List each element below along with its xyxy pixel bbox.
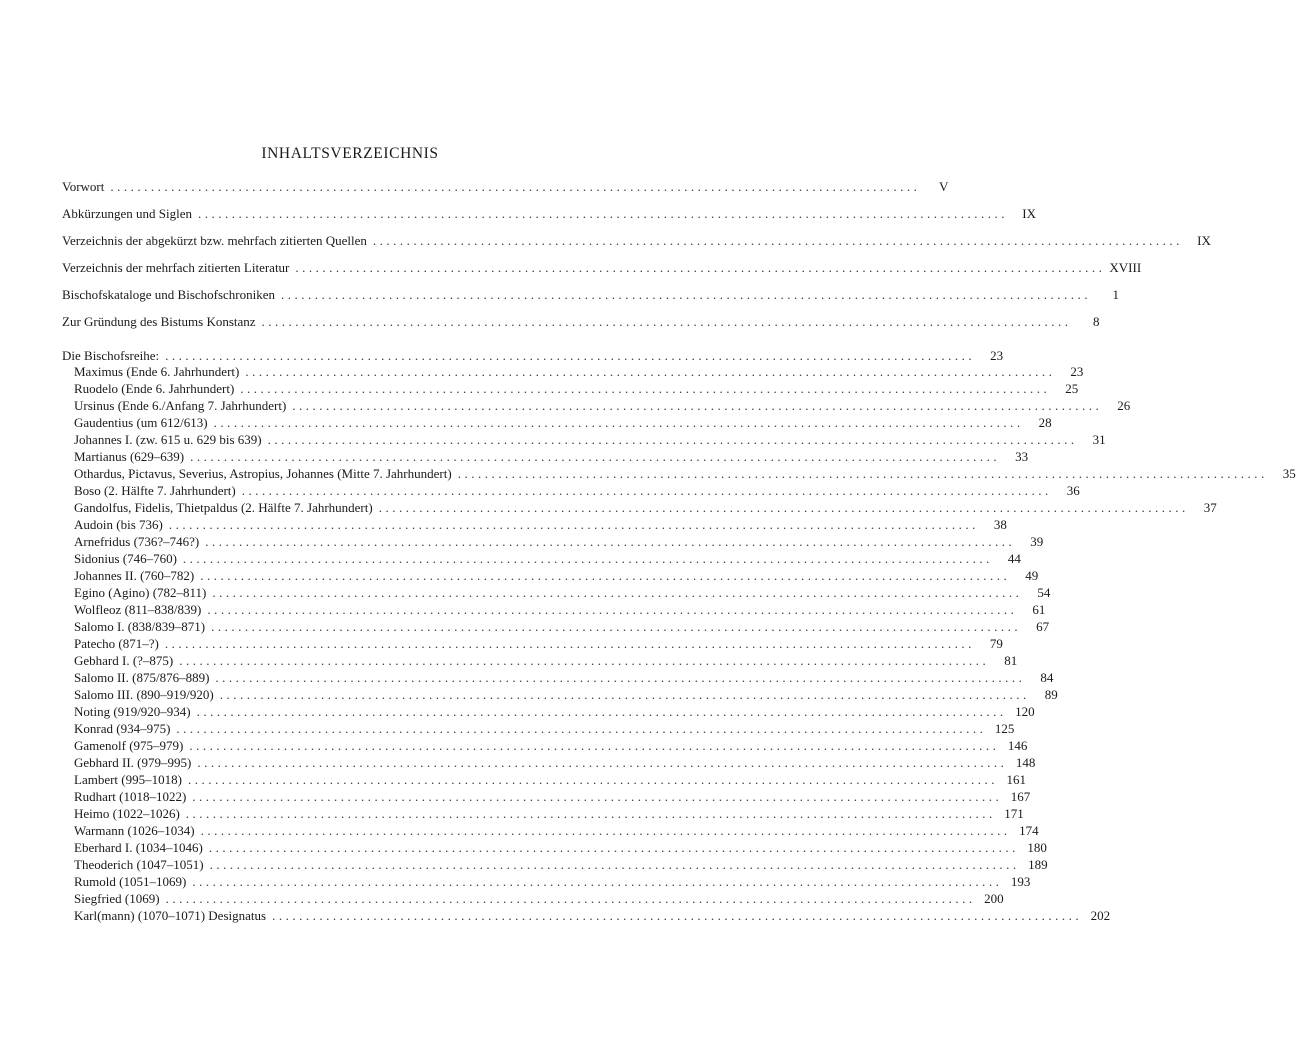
toc-entry-page: 125 xyxy=(994,721,1015,736)
toc-entry-label: Wolfleoz (811–838/839) xyxy=(74,602,202,617)
toc-entry-label: Audoin (bis 736) xyxy=(74,517,163,532)
toc-entry-page: 84 xyxy=(1040,670,1054,685)
leader-dots: ........................................................................................................................ xyxy=(281,287,1092,302)
toc-entry-label: Rudhart (1018–1022) xyxy=(74,789,187,804)
toc-subentry xyxy=(74,380,1079,398)
toc-entry-page: 31 xyxy=(1092,432,1106,447)
toc-entry-page: 200 xyxy=(984,891,1004,906)
toc-entry-label: Salomo I. (838/839–871) xyxy=(74,619,206,634)
toc-subentry xyxy=(74,788,1031,806)
toc-entry-gruendung xyxy=(62,313,1100,331)
leader-dots: ........................................................................................................................ xyxy=(176,721,987,736)
toc-entry-page: 35 xyxy=(1282,466,1296,481)
toc-entry-label: Gamenolf (975–979) xyxy=(74,738,184,753)
toc-subentry xyxy=(74,533,1044,551)
toc-entry-label: Salomo II. (875/876–889) xyxy=(74,670,210,685)
toc-entry-page: 174 xyxy=(1019,823,1039,838)
toc-entry-literatur xyxy=(62,259,1142,277)
toc-entry-page: 39 xyxy=(1030,534,1044,549)
toc-subentry xyxy=(74,465,1296,483)
toc-entry-label: Salomo III. (890–919/920) xyxy=(74,687,214,702)
leader-dots: ........................................................................................................................ xyxy=(200,823,1011,838)
leader-dots: ........................................................................................................................ xyxy=(212,585,1023,600)
toc-entry-page: 38 xyxy=(993,517,1007,532)
toc-entry-page: 81 xyxy=(1004,653,1018,668)
toc-entry-page: 25 xyxy=(1065,381,1079,396)
toc-entry-page: XVIII xyxy=(1109,260,1142,275)
leader-dots: ........................................................................................................................ xyxy=(192,789,1003,804)
toc-entry-label: Patecho (871–?) xyxy=(74,636,159,651)
toc-entry-label: Siegfried (1069) xyxy=(74,891,160,906)
toc-entry-label: Verzeichnis der mehrfach zitierten Literatur xyxy=(62,260,290,275)
leader-dots: ........................................................................................................................ xyxy=(378,500,1189,515)
toc-entry-label: Boso (2. Hälfte 7. Jahrhundert) xyxy=(74,483,236,498)
toc-entry-label: Gebhard II. (979–995) xyxy=(74,755,192,770)
toc-entry-page: 44 xyxy=(1007,551,1021,566)
leader-dots: ........................................................................................................................ xyxy=(219,687,1030,702)
toc-entry-label: Ruodelo (Ende 6. Jahrhundert) xyxy=(74,381,235,396)
leader-dots: ........................................................................................................................ xyxy=(208,840,1019,855)
leader-dots: ........................................................................................................................ xyxy=(165,348,976,363)
toc-subentry xyxy=(74,652,1018,670)
toc-entry-label: Vorwort xyxy=(62,179,105,194)
leader-dots: ........................................................................................................................ xyxy=(110,179,921,194)
toc-entry-page: 148 xyxy=(1015,755,1036,770)
toc-entry-abkuerzungen xyxy=(62,205,1036,223)
leader-dots: ........................................................................................................................ xyxy=(189,738,1000,753)
leader-dots: ........................................................................................................................ xyxy=(372,233,1183,248)
leader-dots: ........................................................................................................................ xyxy=(207,602,1018,617)
leader-dots: ........................................................................................................................ xyxy=(205,534,1016,549)
toc-entry-label: Ursinus (Ende 6./Anfang 7. Jahrhundert) xyxy=(74,398,287,413)
toc-heading: INHALTSVERZEICHNIS xyxy=(261,145,439,162)
leader-dots: ........................................................................................................................ xyxy=(197,206,1008,221)
leader-dots: ........................................................................................................................ xyxy=(185,806,996,821)
toc-entry-label: Egino (Agino) (782–811) xyxy=(74,585,207,600)
toc-entry-label: Johannes I. (zw. 615 u. 629 bis 639) xyxy=(74,432,262,447)
toc-entry-page: 54 xyxy=(1037,585,1051,600)
toc-entry-page: 171 xyxy=(1004,806,1024,821)
toc-entry-page: 23 xyxy=(1070,364,1084,379)
toc-subentry xyxy=(74,703,1035,721)
toc-subentry xyxy=(74,686,1058,704)
leader-dots: ........................................................................................................................ xyxy=(295,260,1106,275)
toc-entry-label: Eberhard I. (1034–1046) xyxy=(74,840,203,855)
toc-subentry xyxy=(74,431,1106,449)
toc-subentry xyxy=(74,771,1026,789)
toc-entry-page: 79 xyxy=(989,636,1003,651)
toc-subentry xyxy=(74,907,1111,925)
toc-entry-page: 146 xyxy=(1007,738,1028,753)
toc-entry-label: Warmann (1026–1034) xyxy=(74,823,195,838)
toc-entry-page: IX xyxy=(1022,206,1036,221)
toc-entry-label: Othardus, Pictavus, Severius, Astropius, Johannes (Mitte 7. Jahrhundert) xyxy=(74,466,452,481)
toc-subentry xyxy=(74,635,1003,653)
toc-entry-page: 49 xyxy=(1025,568,1039,583)
toc-entry-page: 26 xyxy=(1117,398,1131,413)
toc-entry-label: Konrad (934–975) xyxy=(74,721,171,736)
toc-subentry xyxy=(74,601,1046,619)
toc-entry-page: 61 xyxy=(1032,602,1046,617)
toc-entry-page: 1 xyxy=(1112,287,1120,302)
toc-subentry xyxy=(74,618,1050,636)
toc-entry-page: V xyxy=(938,179,949,194)
leader-dots: ........................................................................................................................ xyxy=(261,314,1072,329)
toc-subentry xyxy=(74,737,1028,755)
leader-dots: ........................................................................................................................ xyxy=(165,891,976,906)
toc-entry-page: 33 xyxy=(1015,449,1029,464)
toc-entry-page: 28 xyxy=(1038,415,1052,430)
toc-entry-label: Gandolfus, Fidelis, Thietpaldus (2. Hälfte 7. Jahrhundert) xyxy=(74,500,373,515)
toc-subentry xyxy=(74,516,1007,534)
toc-subentry xyxy=(74,669,1054,687)
toc-entry-page: IX xyxy=(1197,233,1211,248)
toc-entry-label: Karl(mann) (1070–1071) Designatus xyxy=(74,908,267,923)
toc-entry-page: 161 xyxy=(1006,772,1026,787)
toc-subentry xyxy=(74,805,1024,823)
leader-dots: ........................................................................................................................ xyxy=(200,568,1011,583)
toc-entry-quellen xyxy=(62,232,1211,250)
toc-entry-label: Martianus (629–639) xyxy=(74,449,185,464)
toc-subentry xyxy=(74,584,1051,602)
toc-entry-label: Gebhard I. (?–875) xyxy=(74,653,174,668)
leader-dots: ........................................................................................................................ xyxy=(197,755,1008,770)
toc-entry-page: 202 xyxy=(1090,908,1111,923)
toc-entry-page: 36 xyxy=(1066,483,1080,498)
toc-entry-label: Abkürzungen und Siglen xyxy=(62,206,192,221)
toc-entry-label: Lambert (995–1018) xyxy=(74,772,182,787)
leader-dots: ........................................................................................................................ xyxy=(168,517,979,532)
leader-dots: ........................................................................................................................ xyxy=(213,415,1024,430)
leader-dots: ........................................................................................................................ xyxy=(241,483,1052,498)
leader-dots: ........................................................................................................................ xyxy=(190,449,1001,464)
toc-entry-page: 189 xyxy=(1028,857,1048,872)
toc-entry-label: Heimo (1022–1026) xyxy=(74,806,180,821)
leader-dots: ........................................................................................................................ xyxy=(187,772,998,787)
toc-subentry xyxy=(74,499,1217,517)
leader-dots: ........................................................................................................................ xyxy=(245,364,1056,379)
toc-entry-label: Arnefridus (736?–746?) xyxy=(74,534,200,549)
toc-subentry xyxy=(74,448,1029,466)
toc-entry-page: 120 xyxy=(1015,704,1035,719)
leader-dots: ........................................................................................................................ xyxy=(240,381,1051,396)
toc-entry-label: Theoderich (1047–1051) xyxy=(74,857,204,872)
leader-dots: ........................................................................................................................ xyxy=(179,653,990,668)
toc-subentry xyxy=(74,397,1131,415)
toc-entry-page: 193 xyxy=(1010,874,1031,889)
toc-subentry xyxy=(74,567,1039,585)
toc-entry-label: Gaudentius (um 612/613) xyxy=(74,415,208,430)
toc-entry-page: 167 xyxy=(1010,789,1031,804)
leader-dots: ........................................................................................................................ xyxy=(215,670,1026,685)
toc-entry-label: Sidonius (746–760) xyxy=(74,551,177,566)
toc-entry-label: Bischofskataloge und Bischofschroniken xyxy=(62,287,276,302)
toc-entry-page: 180 xyxy=(1027,840,1047,855)
leader-dots: ........................................................................................................................ xyxy=(164,636,975,651)
toc-entry-label: Johannes II. (760–782) xyxy=(74,568,195,583)
toc-entry-label: Die Bischofsreihe: xyxy=(62,348,160,363)
toc-subentry xyxy=(74,414,1052,432)
toc-subentry xyxy=(74,363,1084,381)
toc-entry-label: Maximus (Ende 6. Jahrhundert) xyxy=(74,364,240,379)
toc-entry-kataloge xyxy=(62,286,1120,304)
leader-dots: ........................................................................................................................ xyxy=(457,466,1268,481)
leader-dots: ........................................................................................................................ xyxy=(267,432,1078,447)
leader-dots: ........................................................................................................................ xyxy=(211,619,1022,634)
toc-subentry xyxy=(74,822,1039,840)
toc-entry-label: Verzeichnis der abgekürzt bzw. mehrfach zitierten Quellen xyxy=(62,233,367,248)
toc-subentry xyxy=(74,873,1031,891)
toc-entry-page: 89 xyxy=(1044,687,1058,702)
leader-dots: ........................................................................................................................ xyxy=(192,874,1003,889)
toc-subentry xyxy=(74,550,1021,568)
leader-dots: ........................................................................................................................ xyxy=(292,398,1103,413)
toc-entry-vorwort xyxy=(62,178,949,196)
toc-entry-page: 8 xyxy=(1093,314,1100,329)
toc-entry-page: 67 xyxy=(1036,619,1050,634)
leader-dots: ........................................................................................................................ xyxy=(196,704,1007,719)
toc-subentry xyxy=(74,839,1047,857)
toc-subentry xyxy=(74,720,1015,738)
toc-subentry xyxy=(74,890,1004,908)
toc-subentry xyxy=(74,482,1080,500)
toc-subentry xyxy=(74,856,1048,874)
toc-entry-label: Zur Gründung des Bistums Konstanz xyxy=(62,314,256,329)
leader-dots: ........................................................................................................................ xyxy=(209,857,1020,872)
leader-dots: ........................................................................................................................ xyxy=(182,551,993,566)
leader-dots: ........................................................................................................................ xyxy=(272,908,1083,923)
toc-entry-page: 23 xyxy=(990,348,1004,363)
toc-entry-label: Rumold (1051–1069) xyxy=(74,874,187,889)
toc-entry-label: Noting (919/920–934) xyxy=(74,704,191,719)
toc-entry-page: 37 xyxy=(1203,500,1217,515)
toc-subentry xyxy=(74,754,1036,772)
